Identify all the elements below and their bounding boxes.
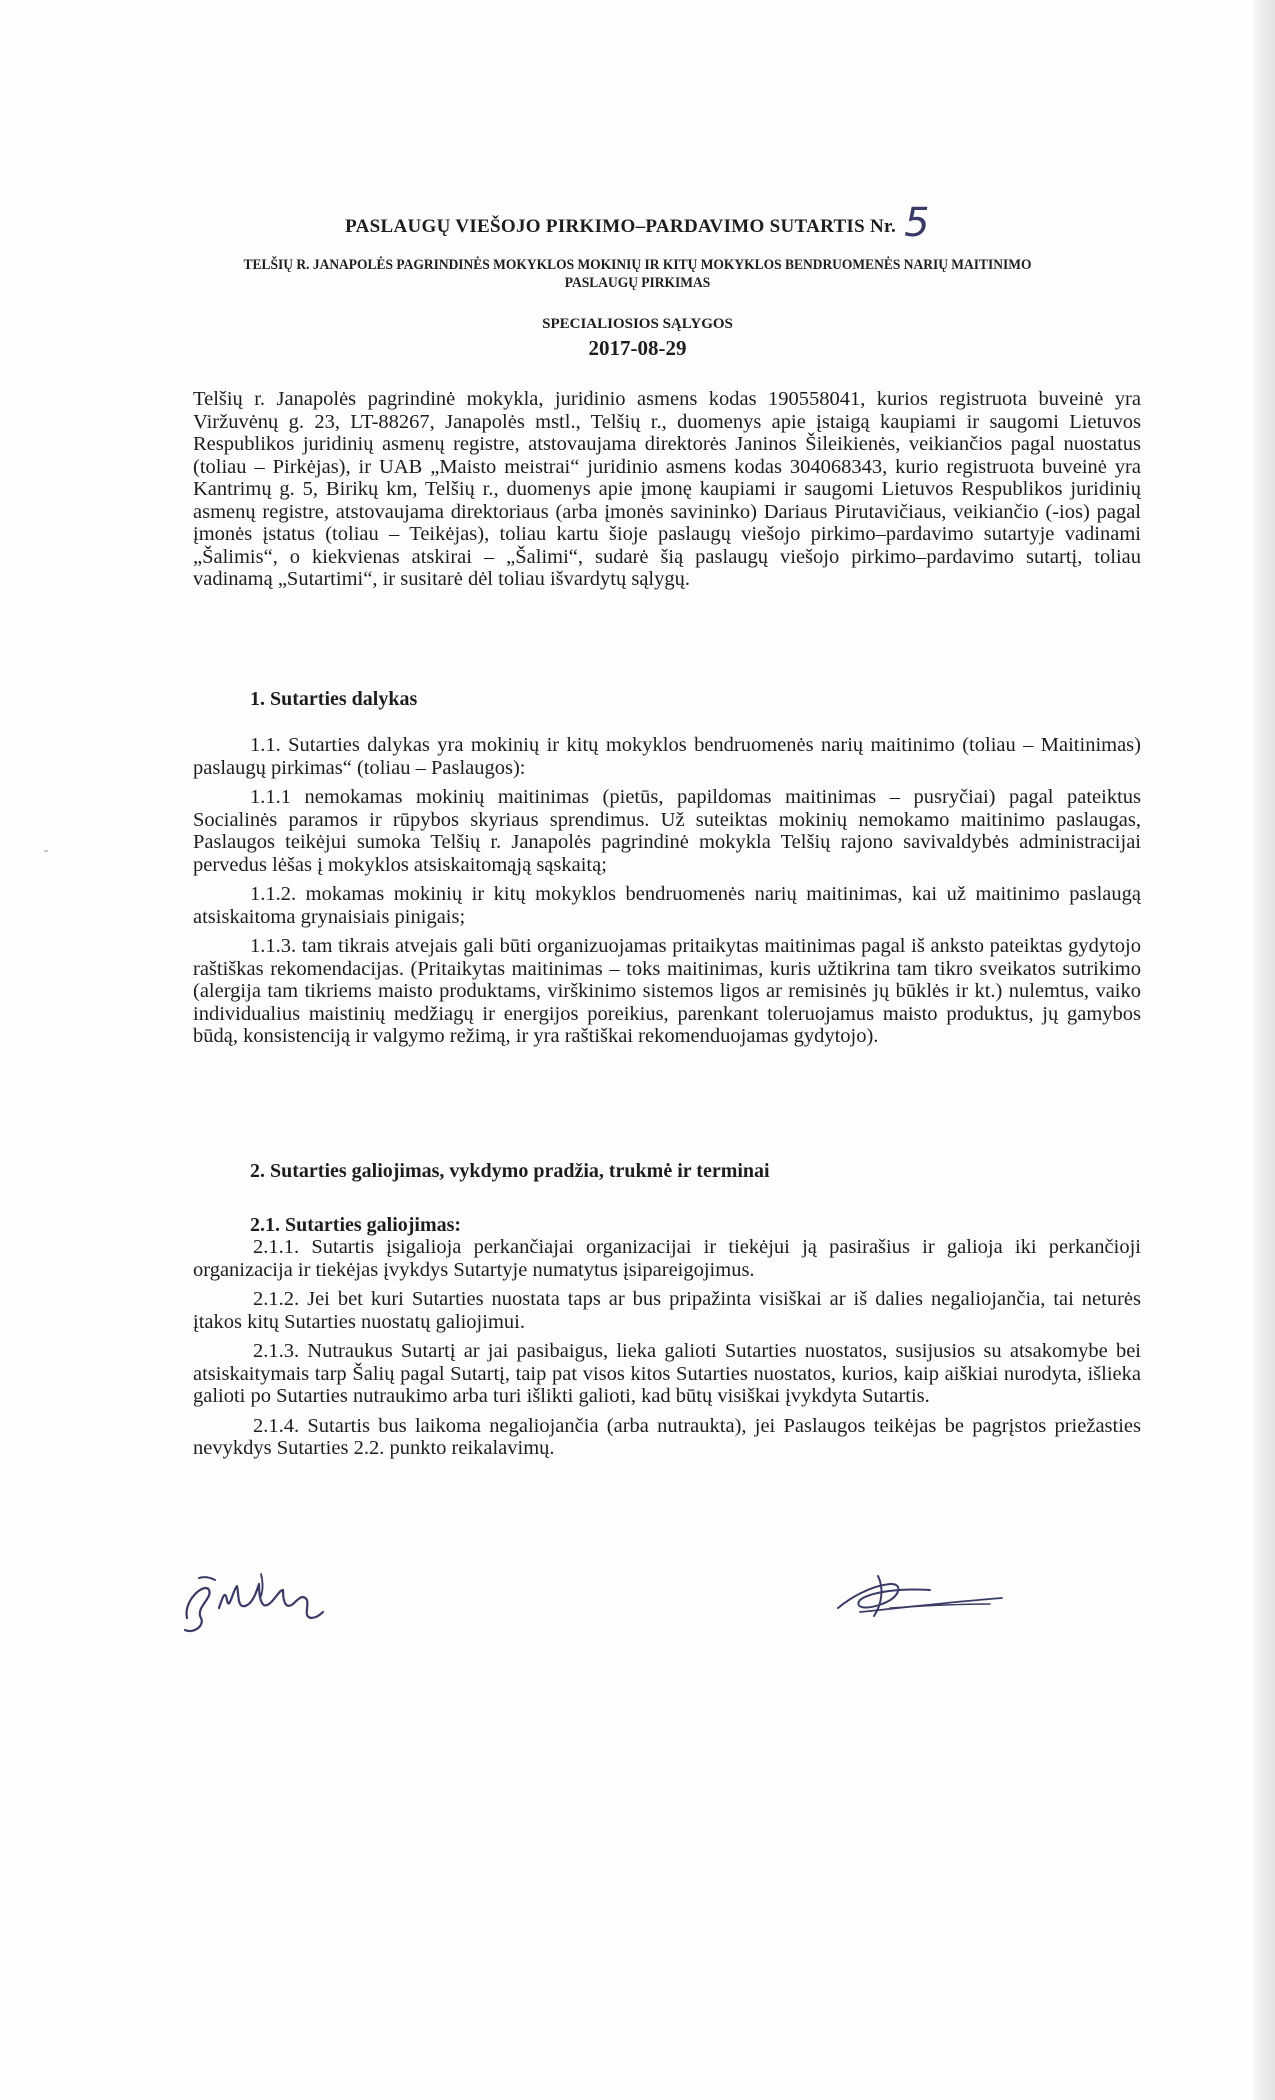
left-signature-icon [175,1560,355,1640]
contract-number: 5 [904,200,930,246]
clause-2-1-4: 2.1.4. Sutartis bus laikoma negaliojančia (arba nutraukta), jei Paslaugos teikėjas be pagrįstos priežasties nevykdys Sutarties 2.2. punkto reikalavimų. [193,1414,1141,1459]
clause-1-1: 1.1. Sutarties dalykas yra mokinių ir kitų mokyklos bendruomenės narių maitinimo (toliau – Maitinimas) paslaugų pirkimas“ (toliau – Paslaugos): [193,734,1141,779]
contract-title [0,196,1275,246]
section-1-body [193,734,1141,1055]
scan-edge-shadow [1251,0,1275,2100]
clause-1-1-2: 1.1.2. mokamas mokinių ir kitų mokyklos bendruomenės narių maitinimas, kai už maitinimo paslaugą atsiskaitoma grynaisiais pinigais; [193,883,1141,928]
section-2-body [193,1236,1141,1467]
right-signature-icon [830,1568,1010,1628]
clause-2-1-3: 2.1.3. Nutraukus Sutartį ar jai pasibaigus, lieka galioti Sutarties nuostatos, susijusios su atsakomybe bei atsiskaitymais tarp Šalių pagal Sutartį, taip pat visos kitos Sutarties nuostatos, kurios, kaip aiškiai nurodyta, išlieka galioti po Sutarties nutraukimo arba turi išlikti galioti, kad būtų visiškai įvykdyta Sutartis. [193,1340,1141,1407]
contract-subtitle: TELŠIŲ R. JANAPOLĖS PAGRINDINĖS MOKYKLOS MOKINIŲ IR KITŲ MOKYKLOS BENDRUOMENĖS NARIŲ MAITINIMO PASLAUGŲ PIRKIMAS [243,257,1032,291]
section-2-1-heading: 2.1. Sutarties galiojimas: [250,1214,462,1236]
special-conditions-label: SPECIALIOSIOS SĄLYGOS [542,316,733,332]
intro-paragraph: Telšių r. Janapolės pagrindinė mokykla, juridinio asmens kodas 190558041, kurios registruota buveinė yra Viržuvėnų g. 23, LT-88267, Janapolės mstl., Telšių r., duomenys apie įstaigą kaupiami ir saugomi Lietuvos Respublikos juridinių asmenų registre, atstovaujama direktorės Janinos Šileikienės, veikiančios pagal nuostatus (toliau – Pirkėjas), ir UAB „Maisto meistrai“ juridinio asmens kodas 304068343, kurio registruota buveinė yra Kantrimų g. 5, Birikų km, Telšių r., duomenys apie įmonę kaupiami ir saugomi Lietuvos Respublikos juridinių asmenų registre, atstovaujama direktoriaus (arba įmonės savininko) Dariaus Pirutavičiaus, veikiančio (-ios) pagal įmonės įstatus (toliau – Teikėjas), toliau kartu šioje paslaugų viešojo pirkimo–pardavimo sutartyje vadinami „Šalimis“, o kiekvienas atskirai – „Šalimi“, sudarė šią paslaugų viešojo pirkimo–pardavimo sutartį, toliau vadinamą „Sutartimi“, ir susitarė dėl toliau išvardytų sąlygų. [193,388,1141,590]
contract-title-text: PASLAUGŲ VIEŠOJO PIRKIMO–PARDAVIMO SUTARTIS Nr. [345,216,897,237]
clause-2-1-2: 2.1.2. Jei bet kuri Sutarties nuostata taps ar bus pripažinta visiškai ar iš dalies negaliojančia, tai neturės įtakos kitų Sutarties nuostatų galiojimui. [193,1288,1141,1333]
section-2-heading: 2. Sutarties galiojimas, vykdymo pradžia, trukmė ir terminai [250,1160,770,1182]
scan-speck [44,850,48,852]
contract-date: 2017-08-29 [588,336,687,360]
clause-1-1-3: 1.1.3. tam tikrais atvejais gali būti organizuojamas pritaikytas maitinimas pagal iš anksto pateiktas gydytojo raštiškas rekomendacijas. (Pritaikytas maitinimas – toks maitinimas, kuris užtikrina tam tikro sveikatos sutrikimo (alergija tam tikriems maisto produktams, virškinimo sistemos ligos ar remisinės jų būklės ir kt.) nulemtus, vaiko individualius maistinių medžiagų ir energijos poreikius, parenkant toleruojamus maisto produktus, jų gamybos būdą, konsistenciją ir valgymo režimą, ir yra raštiškai rekomenduojamas gydytojo). [193,935,1141,1047]
clause-1-1-1: 1.1.1 nemokamas mokinių maitinimas (pietūs, papildomas maitinimas – pusryčiai) pagal pateiktus Socialinės paramos ir rūpybos skyriaus sprendimus. Už suteiktas mokinių nemokamo maitinimo paslaugas, Paslaugos teikėjui sumoka Telšių r. Janapolės pagrindinė mokykla Telšių rajono savivaldybės administracijai pervedus lėšas į mokyklos atsiskaitomąją sąskaitą; [193,786,1141,876]
section-1-heading: 1. Sutarties dalykas [250,688,418,710]
clause-2-1-1: 2.1.1. Sutartis įsigalioja perkančiajai organizacijai ir tiekėjui ją pasirašius ir galioja iki perkančioji organizacija ir tiekėjas įvykdys Sutartyje numatytus įsipareigojimus. [193,1236,1141,1281]
